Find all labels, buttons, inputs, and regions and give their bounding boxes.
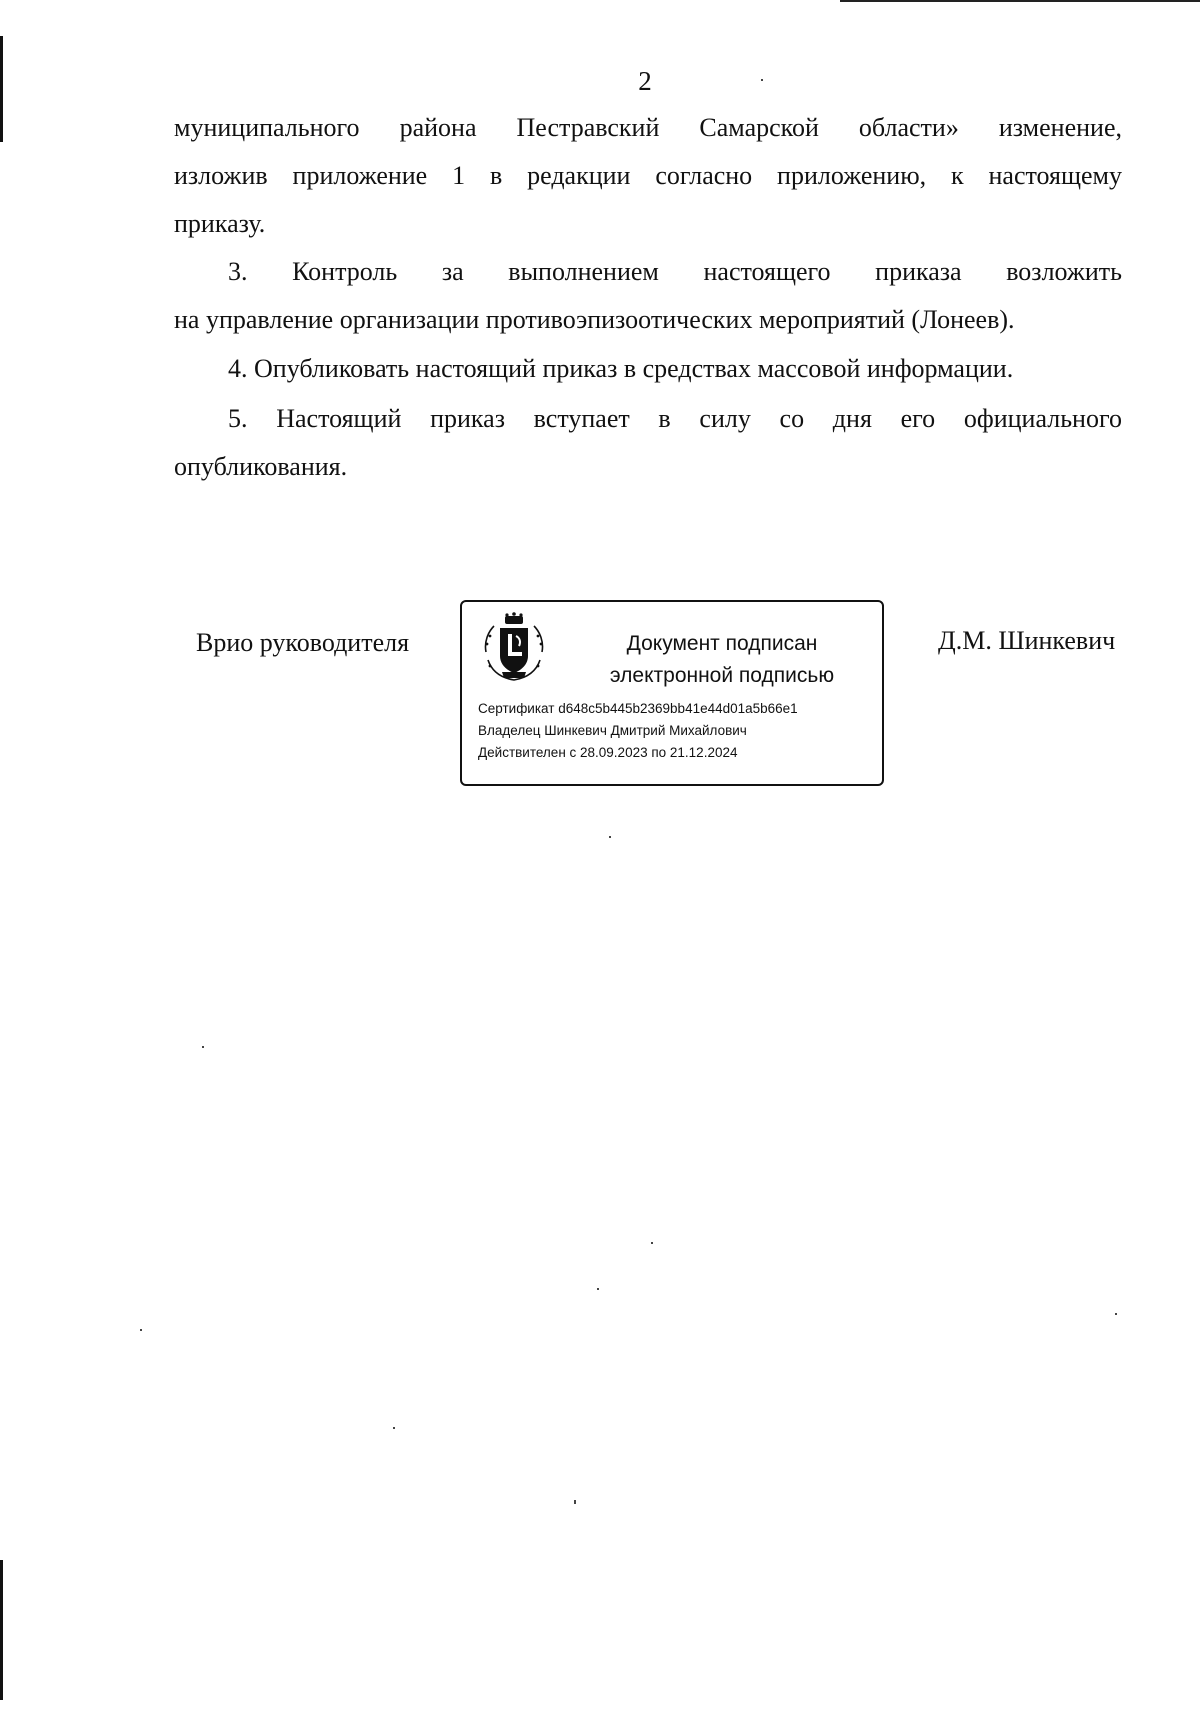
paragraph-line: приказу. bbox=[174, 209, 266, 238]
paragraph-line: на управление организации противоэпизоотических мероприятий (Лонеев). bbox=[174, 305, 1015, 334]
scan-edge-line bbox=[840, 0, 1200, 2]
samara-coat-of-arms-icon bbox=[478, 612, 550, 684]
page-number: 2 bbox=[638, 66, 652, 96]
paragraph-line: изложив приложение 1 в редакции согласно приложению, к настоящему bbox=[174, 161, 1122, 190]
scan-speck bbox=[202, 1046, 204, 1048]
stamp-certificate: Сертификат d648c5b445b2369bb41e44d01a5b66e1 bbox=[478, 701, 798, 716]
signatory-position: Врио руководителя bbox=[196, 628, 410, 657]
electronic-signature-stamp bbox=[460, 600, 884, 786]
scan-speck bbox=[140, 1329, 142, 1331]
stamp-validity: Действителен с 28.09.2023 по 21.12.2024 bbox=[478, 745, 738, 760]
scan-speck bbox=[574, 1500, 576, 1504]
paragraph-line: 3. Контроль за выполнением настоящего приказа возложить bbox=[228, 257, 1122, 286]
signatory-name: Д.М. Шинкевич bbox=[938, 626, 1116, 655]
paragraph-line: 5. Настоящий приказ вступает в силу со дня его официального bbox=[228, 404, 1122, 433]
paragraph-line: опубликования. bbox=[174, 452, 348, 481]
scan-speck bbox=[1115, 1313, 1117, 1315]
stamp-title-line: электронной подписью bbox=[609, 664, 835, 687]
stamp-details bbox=[478, 698, 798, 764]
scan-speck bbox=[609, 836, 611, 838]
scan-speck bbox=[761, 79, 763, 81]
scan-edge-line bbox=[0, 1560, 3, 1700]
stamp-owner: Владелец Шинкевич Дмитрий Михайлович bbox=[478, 723, 747, 738]
scan-speck bbox=[393, 1427, 395, 1429]
scan-speck bbox=[597, 1288, 599, 1290]
paragraph-line: муниципального района Пестравский Самарской области» изменение, bbox=[174, 113, 1122, 142]
stamp-title-line: Документ подписан bbox=[626, 632, 818, 655]
paragraph-line: 4. Опубликовать настоящий приказ в средствах массовой информации. bbox=[228, 354, 1014, 383]
stamp-title bbox=[592, 628, 852, 692]
scan-speck bbox=[651, 1242, 653, 1244]
